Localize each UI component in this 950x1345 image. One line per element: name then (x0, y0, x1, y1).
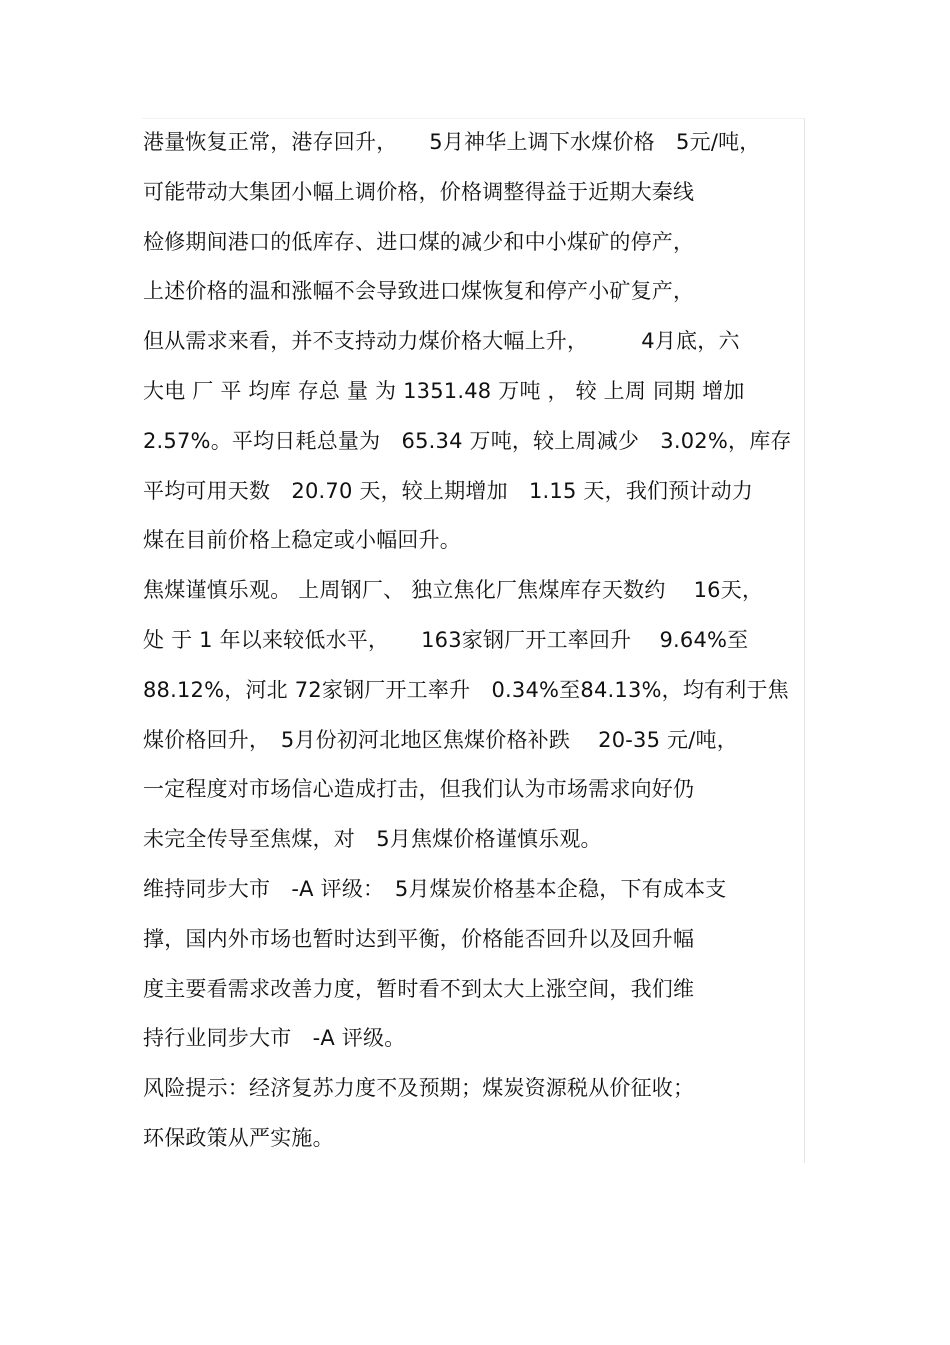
text-line: 可能带动大集团小幅上调价格，价格调整得益于近期大秦线 (143, 179, 695, 204)
text-line: 检修期间港口的低库存、进口煤的减少和中小煤矿的停产， (143, 229, 695, 254)
text-line: 焦煤谨慎乐观。 上周钢厂、 独立焦化厂焦煤库存天数约 16天， (143, 578, 764, 603)
text-line: 2.57%。平均日耗总量为 65.34 万吨，较上周减少 3.02%，库存 (143, 428, 792, 453)
text-line: 煤在目前价格上稳定或小幅回升。 (143, 528, 461, 553)
text-line: 环保政策从严实施。 (143, 1125, 334, 1150)
text-line: 平均可用天数 20.70 天，较上期增加 1.15 天，我们预计动力 (143, 478, 754, 503)
text-line: 持行业同步大市 -A 评级。 (143, 1026, 406, 1051)
text-line: 上述价格的温和涨幅不会导致进口煤恢复和停产小矿复产， (143, 279, 695, 304)
text-line: 处 于 1 年以来较低水平， 163家钢厂开工率回升 9.64%至 (143, 627, 749, 652)
text-line: 港量恢复正常，港存回升， 5月神华上调下水煤价格 5元/吨， (143, 130, 761, 154)
text-line: 一定程度对市场信心造成打击，但我们认为市场需求向好仍 (143, 777, 695, 802)
text-line: 但从需求来看，并不支持动力煤价格大幅上升， 4月底，六 (143, 329, 740, 354)
text-line: 88.12%，河北 72家钢厂开工率升 0.34%至84.13%，均有利于焦 (143, 677, 789, 702)
text-line: 未完全传导至焦煤，对 5月焦煤价格谨慎乐观。 (143, 827, 602, 852)
text-line: 风险提示：经济复苏力度不及预期；煤炭资源税从价征收； (143, 1076, 695, 1101)
text-line: 煤价格回升， 5月份初河北地区焦煤价格补跌 20-35 元/吨， (143, 727, 738, 752)
text-line: 撑，国内外市场也暂时达到平衡，价格能否回升以及回升幅 (143, 926, 695, 951)
text-line: 度主要看需求改善力度，暂时看不到太大上涨空间，我们维 (143, 976, 695, 1001)
text-line: 维持同步大市 -A 评级： 5月煤炭价格基本企稳，下有成本支 (143, 876, 727, 901)
text-line: 大电 厂 平 均库 存总 量 为 1351.48 万吨 ， 较 上周 同期 增加 (143, 378, 745, 403)
document-body (143, 122, 805, 1168)
